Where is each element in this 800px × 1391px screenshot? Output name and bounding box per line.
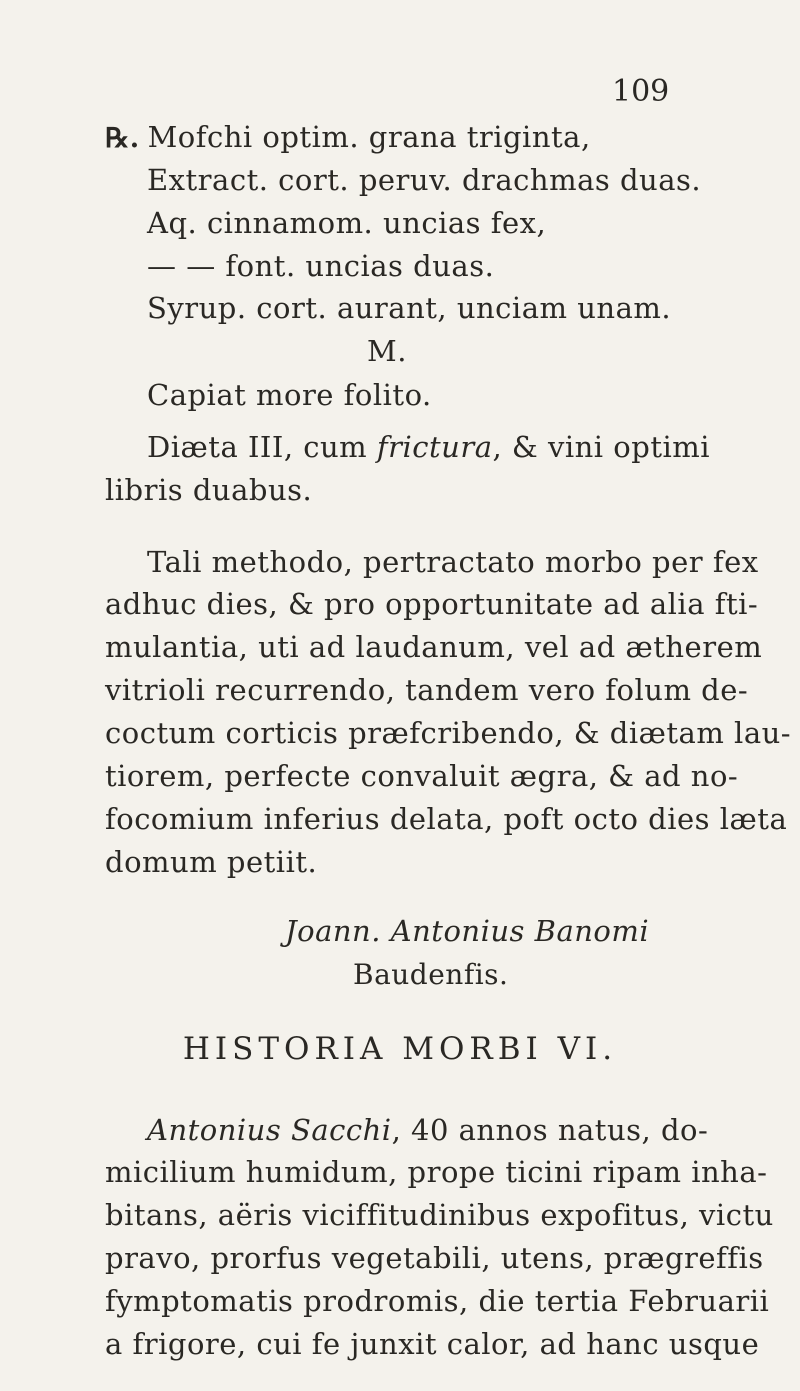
- rx-symbol: ℞.: [105, 123, 140, 154]
- diet-line-1: [147, 430, 710, 464]
- paragraph-line-8: domum petiit.: [105, 845, 318, 879]
- prescription-text: Mofchi optim. grana triginta,: [147, 120, 591, 154]
- paragraph-line-6: tiorem, perfecte convaluit ægra, & ad no-: [105, 759, 739, 793]
- signature-place: Baudenfis.: [353, 958, 509, 991]
- prescription-line-3: Aq. cinnamom. uncias fex,: [147, 206, 547, 240]
- paragraph-line-4: vitrioli recurrendo, tandem vero folum de-: [105, 673, 749, 707]
- case-line-4: pravo, prorfus vegetabili, utens, prægreffis: [105, 1241, 764, 1275]
- diet-frictura: frictura: [376, 430, 493, 464]
- case-line-6: a frigore, cui fe junxit calor, ad hanc usque: [105, 1327, 760, 1361]
- diet-prefix: Diæta III,: [147, 430, 294, 464]
- case-line-5: fymptomatis prodromis, die tertia Februarii: [105, 1284, 770, 1318]
- prescription-line-4: — — font. uncias duas.: [147, 249, 495, 283]
- paragraph-line-3: mulantia, uti ad laudanum, vel ad ætherem: [105, 630, 763, 664]
- paragraph-line-7: focomium inferius delata, poft octo dies læta: [105, 802, 788, 836]
- prescription-misce: M.: [367, 334, 407, 368]
- case-line-3: bitans, aëris viciffitudinibus expofitus, victu: [105, 1198, 774, 1232]
- case-line-1: [147, 1113, 708, 1147]
- paragraph-line-2: adhuc dies, & pro opportunitate ad alia fti-: [105, 587, 759, 621]
- dosage-line: Capiat more folito.: [147, 378, 432, 412]
- page-number: 109: [612, 74, 670, 109]
- prescription-line-1: [105, 120, 591, 154]
- case-line-2: micilium humidum, prope ticini ripam inha-: [105, 1155, 768, 1189]
- paragraph-line-1: Tali methodo, pertractato morbo per fex: [147, 545, 759, 579]
- diet-line-2: libris duabus.: [105, 473, 313, 507]
- patient-name: Antonius Sacchi: [147, 1113, 392, 1147]
- signature-name: Joann. Antonius Banomi: [285, 914, 650, 948]
- diet-suffix: , & vini optimi: [492, 430, 711, 464]
- case-line-1-rest: , 40 annos natus, do-: [391, 1113, 709, 1147]
- prescription-line-2: Extract. cort. peruv. drachmas duas.: [147, 163, 702, 197]
- section-heading: HISTORIA MORBI VI.: [182, 1031, 618, 1067]
- prescription-line-5: Syrup. cort. aurant, unciam unam.: [147, 291, 672, 325]
- diet-cum: cum: [303, 430, 368, 464]
- paragraph-line-5: coctum corticis præfcribendo, & diætam lau-: [105, 716, 792, 750]
